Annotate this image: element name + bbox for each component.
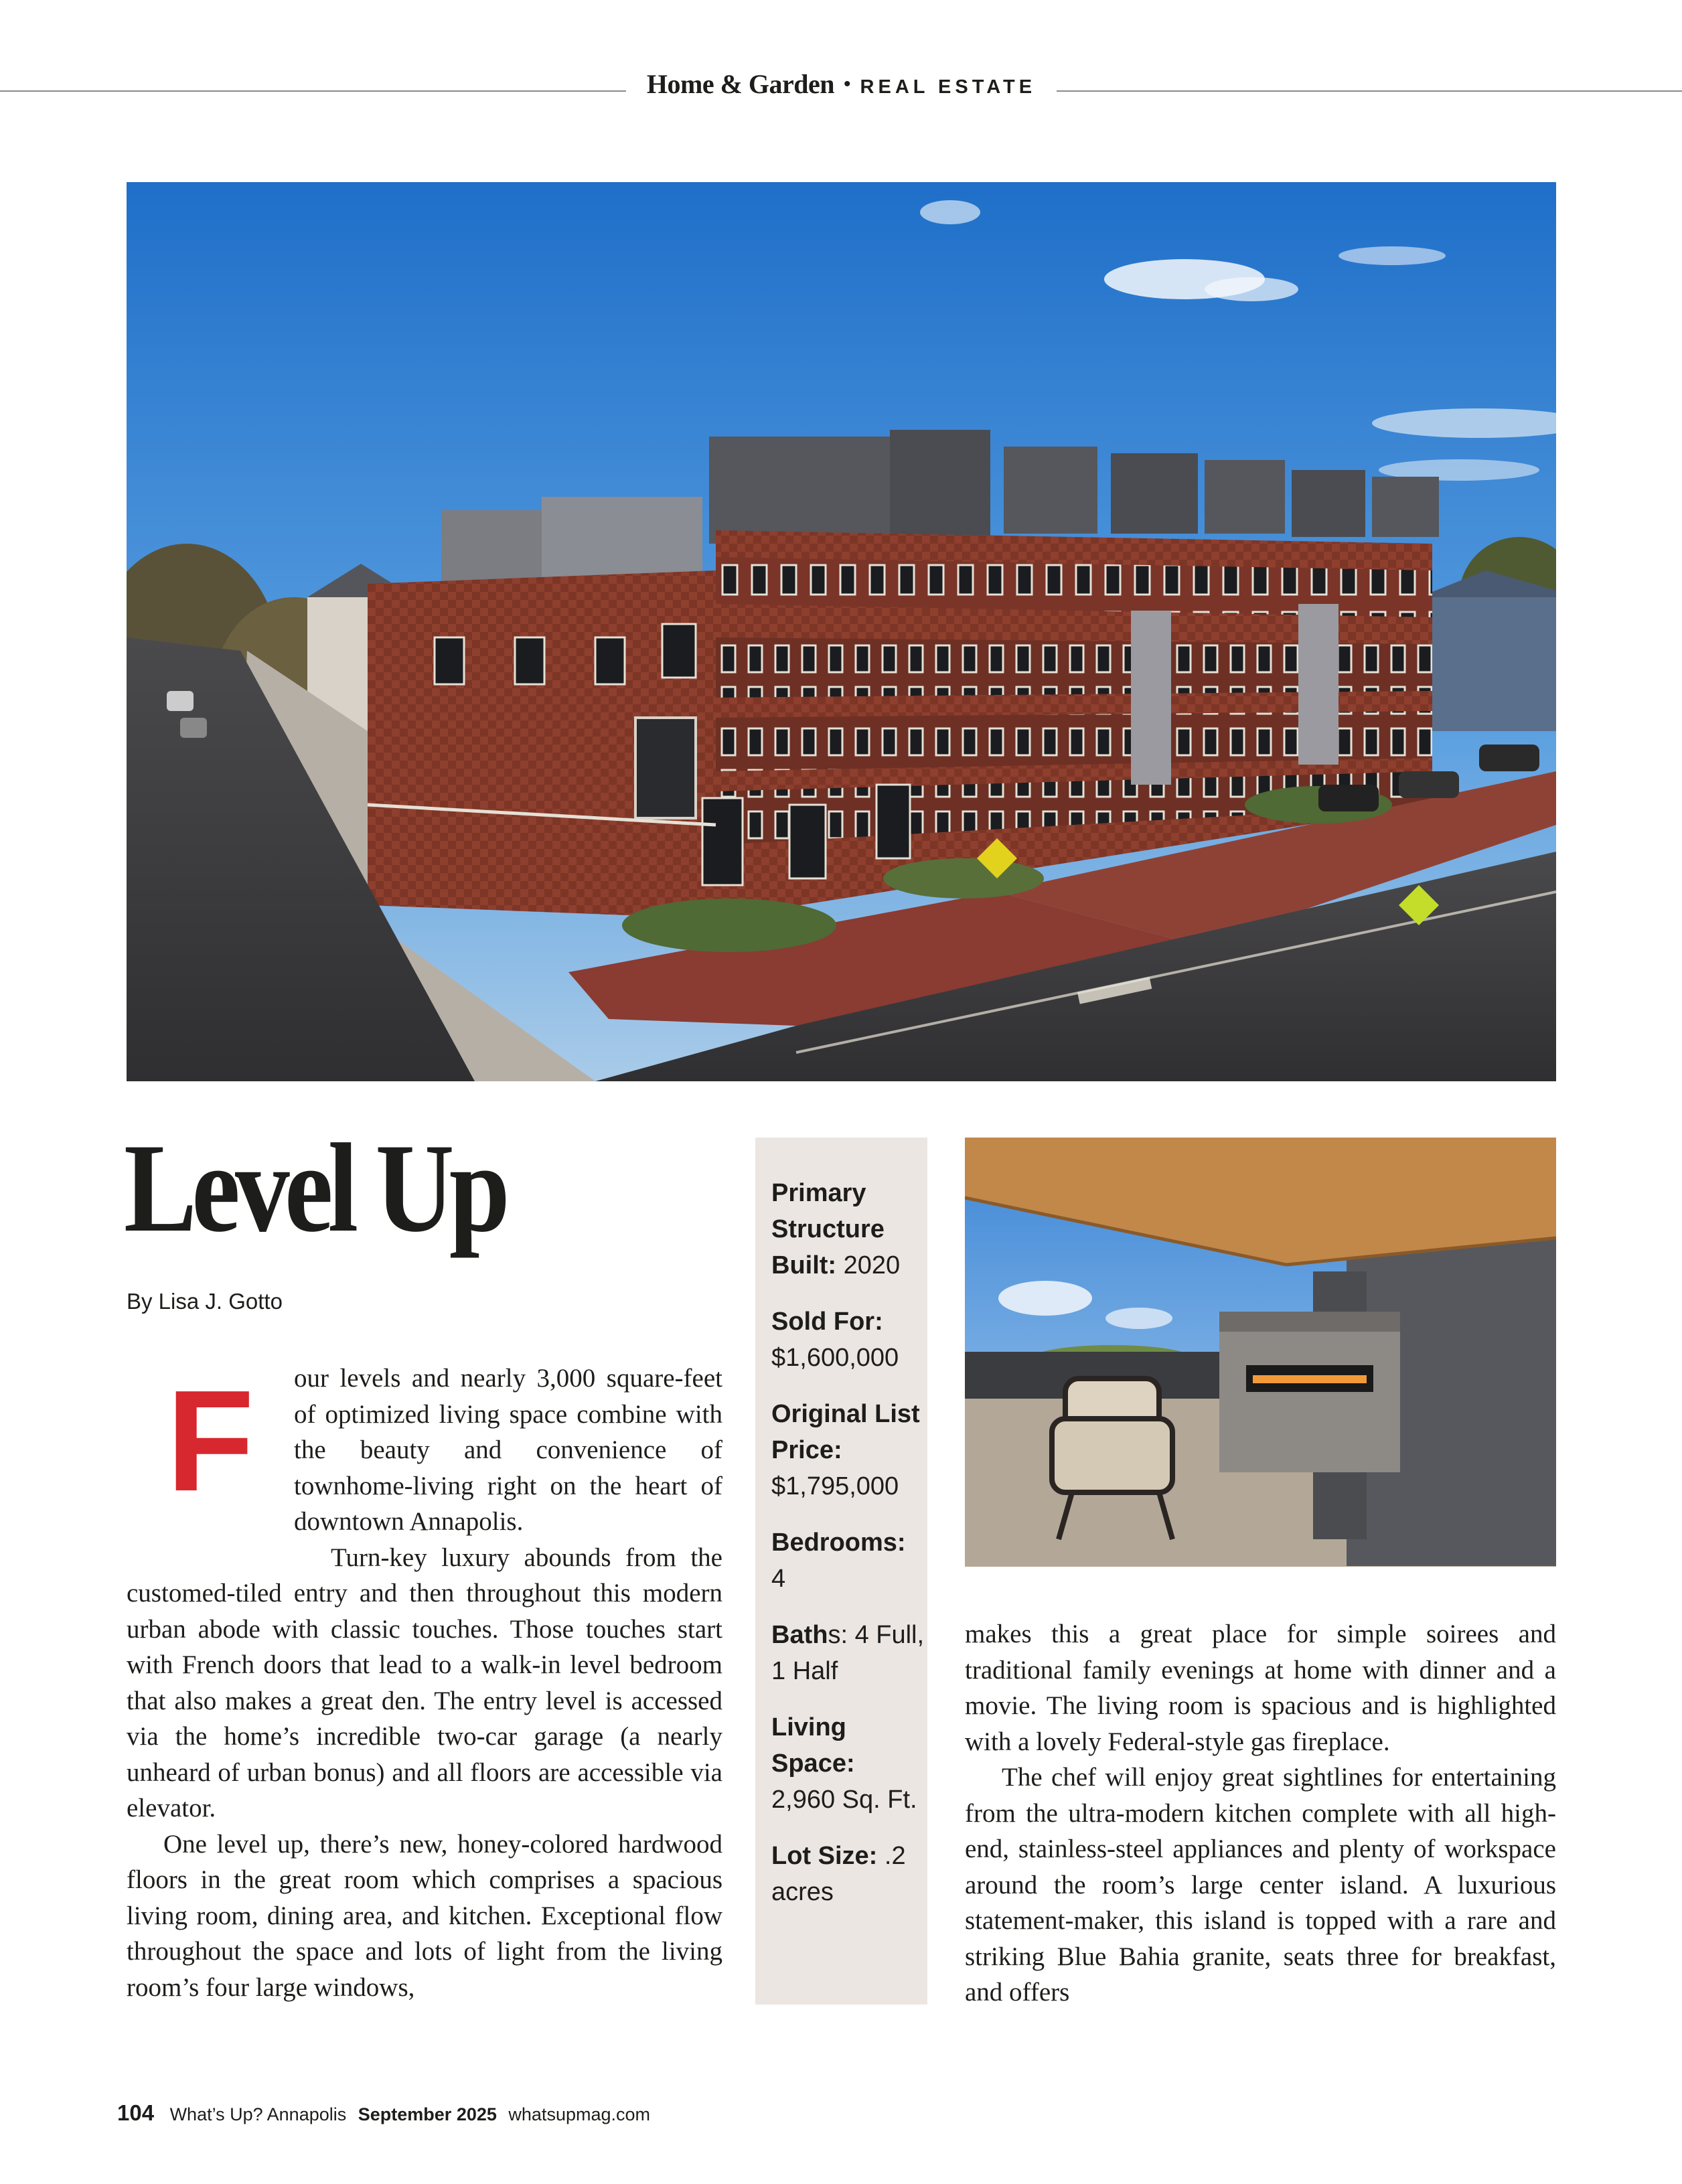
body-paragraph: Turn-key luxury abounds from the customed-tiled entry and then throughout this modern urban abode with classic touches. Those touches start with French doors that lead to a walk-in level bedroom that also makes a great den. The entry level is accessed via the home’s incredible two-car garage (a nearly unheard of urban bonus) and all floors are accessible via elevator. xyxy=(127,1543,722,1822)
fact-item xyxy=(771,1525,927,1597)
lead-paragraph: our levels and nearly 3,000 square-feet of optimized living space combine with the beauty and convenience of townhome-living right on the heart of downtown Annapolis. xyxy=(294,1364,722,1536)
property-facts-sidebar xyxy=(755,1138,927,2005)
page-footer xyxy=(117,2100,650,2126)
fact-label: Bedrooms: xyxy=(771,1529,906,1557)
section-name: Home & Garden xyxy=(646,69,835,99)
fact-label: Original List Price: xyxy=(771,1400,920,1464)
byline: By Lisa J. Gotto xyxy=(127,1289,283,1314)
fact-value: $1,795,000 xyxy=(771,1472,899,1500)
fact-item xyxy=(771,1175,927,1283)
fact-item xyxy=(771,1838,927,1910)
body-paragraph: makes this a great place for simple soirees and traditional family evenings at home with dinner and a movie. The living room is spacious and is highlighted with a lovely Federal-style gas fireplace. xyxy=(965,1620,1556,1756)
body-column-left xyxy=(127,1360,722,2005)
fact-item xyxy=(771,1304,927,1376)
fact-value: 2,960 Sq. Ft. xyxy=(771,1786,917,1814)
fact-item xyxy=(771,1617,927,1689)
subsection-name: REAL ESTATE xyxy=(860,76,1037,98)
section-header xyxy=(626,68,1057,100)
article-title: Level Up xyxy=(124,1118,505,1259)
header-rule-left xyxy=(0,90,626,92)
fact-label: Bath xyxy=(771,1621,828,1649)
publication-name: What’s Up? Annapolis xyxy=(169,2104,347,2124)
header-separator: • xyxy=(844,73,851,95)
fact-value: 4 xyxy=(771,1565,786,1593)
body-column-right xyxy=(965,1616,1556,2011)
website: whatsupmag.com xyxy=(508,2104,651,2124)
drop-cap: F xyxy=(166,1360,254,1521)
fact-value: $1,600,000 xyxy=(771,1344,899,1372)
fact-label: Lot Size: xyxy=(771,1842,878,1870)
fact-label: Living Space: xyxy=(771,1713,855,1778)
fact-value: s: 4 Full, 1 Half xyxy=(771,1621,925,1685)
page-number: 104 xyxy=(117,2100,155,2125)
fact-label: Primary Structure Built: xyxy=(771,1179,885,1279)
fact-item xyxy=(771,1709,927,1818)
body-paragraph: One level up, there’s new, honey-colored hardwood floors in the great room which comprises a spacious living room, dining area, and kitchen. Exceptional flow throughout the space and lots of light from the living room’s four large windows, xyxy=(127,1829,722,2002)
body-paragraph: The chef will enjoy great sightlines for entertaining from the ultra-modern kitchen complete with all high-end, stainless-steel appliances and plenty of workspace around the room’s large center island. A luxurious statement-maker, this island is topped with a rare and striking Blue Bahia granite, seats three for breakfast, and offers xyxy=(965,1763,1556,2007)
fact-value: .2 acres xyxy=(771,1842,906,1906)
issue-date: September 2025 xyxy=(358,2104,497,2124)
fact-item xyxy=(771,1396,927,1504)
header-rule-right xyxy=(1057,90,1682,92)
fact-label: Sold For: xyxy=(771,1308,883,1336)
terrace-photo xyxy=(965,1138,1556,1567)
fact-value: 2020 xyxy=(836,1251,901,1279)
hero-photo xyxy=(127,182,1556,1081)
